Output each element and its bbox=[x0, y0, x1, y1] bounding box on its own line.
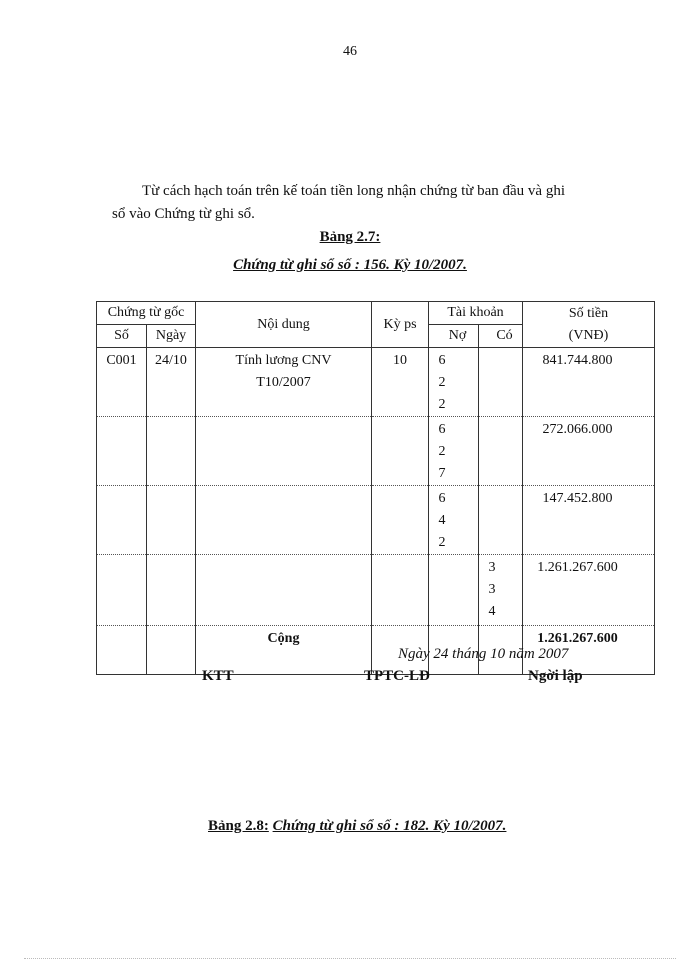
page-divider bbox=[24, 958, 676, 959]
header-number: Số bbox=[97, 325, 147, 348]
cell-content bbox=[196, 417, 372, 486]
cell-number bbox=[97, 626, 147, 675]
cell-date bbox=[147, 417, 196, 486]
signature-tptc: TPTC-LĐ bbox=[364, 668, 430, 684]
cell-number: C001 bbox=[97, 348, 147, 417]
digit: 2 bbox=[438, 535, 446, 550]
date-line: Ngày 24 tháng 10 năm 2007 bbox=[398, 646, 569, 662]
table-2-heading bbox=[208, 818, 506, 835]
digit: 2 bbox=[438, 397, 446, 412]
voucher-table bbox=[96, 301, 655, 675]
digit: 4 bbox=[488, 604, 496, 619]
cell-amount: 1.261.267.600 bbox=[523, 555, 655, 626]
cell-period bbox=[372, 486, 429, 555]
cell-credit bbox=[479, 486, 523, 555]
cell-credit bbox=[479, 348, 523, 417]
digit: 3 bbox=[488, 582, 496, 597]
digit: 2 bbox=[438, 444, 446, 459]
digit: 6 bbox=[438, 491, 446, 506]
table-row bbox=[97, 555, 655, 626]
intro-paragraph bbox=[112, 180, 632, 226]
total-label: Cộng bbox=[196, 626, 372, 675]
header-amount-label: Số tiền bbox=[568, 305, 609, 321]
cell-period bbox=[372, 555, 429, 626]
cell-amount: 272.066.000 bbox=[523, 417, 655, 486]
cell-debit bbox=[429, 486, 479, 555]
total-amount: 1.261.267.600 bbox=[523, 626, 655, 675]
cell-content bbox=[196, 555, 372, 626]
table-title-text: Chứng từ ghi sổ số : 156. Kỳ 10/2007. bbox=[233, 257, 467, 273]
digit: 4 bbox=[438, 513, 446, 528]
cell-content-line-1: Tính lương CNV bbox=[235, 353, 332, 368]
table-2-label: Bảng 2.8: bbox=[208, 818, 269, 834]
signature-ktt: KTT bbox=[202, 668, 234, 684]
cell-number bbox=[97, 417, 147, 486]
header-credit: Có bbox=[479, 325, 523, 348]
table-row bbox=[97, 417, 655, 486]
table-row bbox=[97, 348, 655, 417]
cell-credit bbox=[479, 417, 523, 486]
cell-date bbox=[147, 486, 196, 555]
cell-content-line-2: T10/2007 bbox=[256, 375, 311, 390]
cell-period bbox=[372, 417, 429, 486]
header-period: Kỳ ps bbox=[372, 302, 429, 348]
header-content: Nội dung bbox=[196, 302, 372, 348]
cell-number bbox=[97, 486, 147, 555]
header-debit: Nợ bbox=[429, 325, 479, 348]
intro-line-1: Từ cách hạch toán trên kế toán tiền long nhận chứng từ ban đầu và ghi bbox=[142, 183, 566, 199]
cell-date bbox=[147, 555, 196, 626]
table-label-text: Bảng 2.7: bbox=[319, 229, 381, 245]
header-account: Tài khoản bbox=[429, 302, 523, 325]
digit: 2 bbox=[438, 375, 446, 390]
cell-debit bbox=[429, 555, 479, 626]
cell-period: 10 bbox=[372, 348, 429, 417]
page-number: 46 bbox=[343, 44, 357, 59]
cell-debit bbox=[429, 348, 479, 417]
header-row-1 bbox=[97, 302, 655, 325]
header-currency: (VNĐ) bbox=[568, 327, 609, 343]
header-date: Ngày bbox=[147, 325, 196, 348]
digit: 6 bbox=[438, 353, 446, 368]
digit: 6 bbox=[438, 422, 446, 437]
cell-amount: 147.452.800 bbox=[523, 486, 655, 555]
intro-line-2: sổ vào Chứng từ ghi sổ. bbox=[112, 206, 255, 222]
cell-content bbox=[196, 486, 372, 555]
header-amount bbox=[523, 302, 655, 348]
cell-amount: 841.744.800 bbox=[523, 348, 655, 417]
table-row bbox=[97, 486, 655, 555]
cell-debit bbox=[429, 417, 479, 486]
table-2-title: Chứng từ ghi sổ số : 182. Kỳ 10/2007. bbox=[272, 818, 507, 834]
cell-date bbox=[147, 626, 196, 675]
signature-preparer: Ngời lập bbox=[528, 668, 583, 684]
cell-credit bbox=[479, 555, 523, 626]
cell-content bbox=[196, 348, 372, 417]
digit: 7 bbox=[438, 466, 446, 481]
header-origin-doc: Chứng từ gốc bbox=[97, 302, 196, 325]
digit: 3 bbox=[488, 560, 496, 575]
cell-number bbox=[97, 555, 147, 626]
table-label bbox=[0, 229, 700, 246]
cell-date: 24/10 bbox=[147, 348, 196, 417]
table-title bbox=[0, 257, 700, 274]
